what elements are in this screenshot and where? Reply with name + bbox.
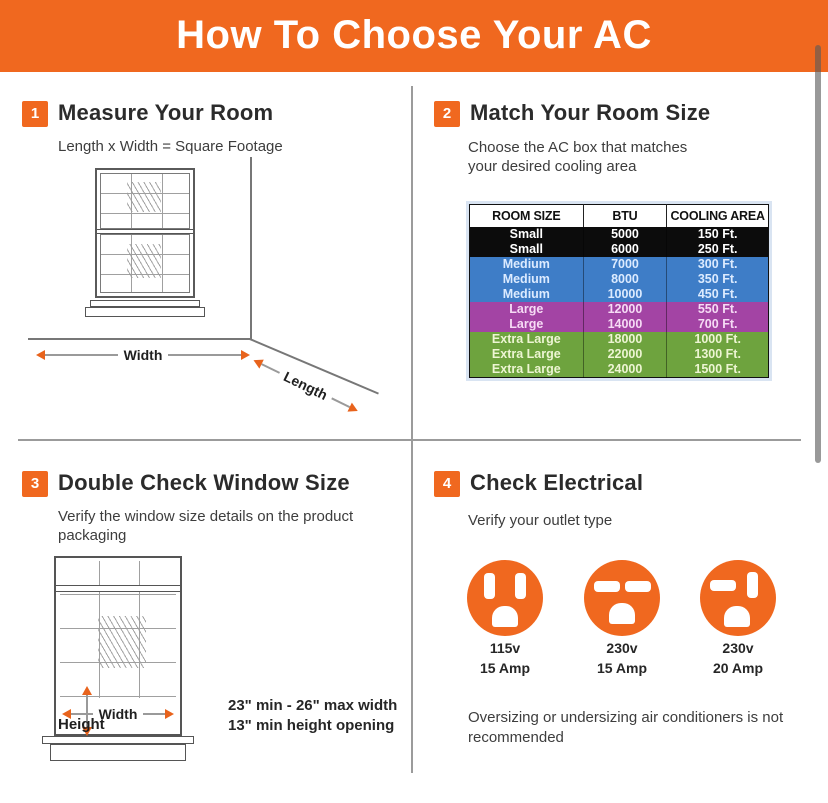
step-2-subtitle: Choose the AC box that matches your desired cooling area xyxy=(468,139,688,175)
table-row: Medium 7000 300 Ft. xyxy=(470,257,769,272)
outlet-3-label: 230v 20 Amp xyxy=(712,640,764,676)
table-row: Extra Large 22000 1300 Ft. xyxy=(470,347,769,362)
step-2-title: Match Your Room Size xyxy=(470,100,711,125)
window-sill xyxy=(90,300,200,307)
step-3-subtitle: Verify the window size details on the product packaging xyxy=(58,508,354,544)
table-row: Small 5000 150 Ft. xyxy=(470,227,769,242)
outlet-230v-20amp-icon xyxy=(700,560,776,636)
step-1-subtitle: Length x Width = Square Footage xyxy=(58,138,283,155)
glass-reflection xyxy=(127,244,161,278)
glass-reflection xyxy=(127,182,161,212)
window-size-note-line1: 23" min - 26" max width xyxy=(228,697,398,714)
table-row: Small 6000 250 Ft. xyxy=(470,242,769,257)
step-2-badge: 2 xyxy=(434,101,460,127)
step-1-badge: 1 xyxy=(22,101,48,127)
table-row: Large 14000 700 Ft. xyxy=(470,317,769,332)
window-sill-base xyxy=(85,307,205,317)
width-label: Width xyxy=(123,347,163,363)
window-illustration-size-check xyxy=(42,556,202,771)
arrowhead-left-icon xyxy=(251,356,263,369)
outlet-2-label: 230v 15 Amp xyxy=(596,640,648,676)
header-banner xyxy=(0,0,828,72)
table-row: Extra Large 24000 1500 Ft. xyxy=(470,362,769,378)
window-size-note-line2: 13" min height opening xyxy=(228,717,395,734)
wall-corner-line xyxy=(250,157,252,339)
window-sill xyxy=(42,736,194,744)
arrowhead-left-icon xyxy=(36,350,45,360)
window-frame xyxy=(54,556,182,736)
step-4-subtitle: Verify your outlet type xyxy=(468,512,613,529)
table-row: Medium 8000 350 Ft. xyxy=(470,272,769,287)
window-frame xyxy=(95,168,195,298)
arrowhead-right-icon xyxy=(241,350,250,360)
length-label: Length xyxy=(281,368,331,404)
table-row: Large 12000 550 Ft. xyxy=(470,302,769,317)
sizing-recommendation-note: Oversizing or undersizing air conditioners is not recommended xyxy=(468,709,784,746)
window-height-label: Height xyxy=(58,716,105,733)
outlet-230v-15amp-icon xyxy=(584,560,660,636)
vertical-divider xyxy=(411,86,413,773)
step-4-badge: 4 xyxy=(434,471,460,497)
width-dimension-arrow xyxy=(36,347,250,363)
table-header-row xyxy=(470,205,769,227)
step-3-title: Double Check Window Size xyxy=(58,470,350,495)
table-row: Medium 10000 450 Ft. xyxy=(470,287,769,302)
floor-line xyxy=(28,338,251,340)
window-illustration-room xyxy=(95,168,195,318)
horizontal-divider xyxy=(18,439,801,441)
btu-sizing-table xyxy=(466,201,772,381)
window-meeting-rail xyxy=(56,585,180,592)
col-header-room-size: ROOM SIZE xyxy=(470,205,584,227)
arrowhead-up-icon xyxy=(82,686,92,695)
glass-reflection xyxy=(98,616,146,668)
page-title: How To Choose Your AC xyxy=(176,13,652,57)
step-4-title: Check Electrical xyxy=(470,470,644,495)
window-width-label: Width xyxy=(98,706,138,722)
col-header-cooling-area: COOLING AREA xyxy=(667,205,769,227)
scrollbar-thumb[interactable] xyxy=(815,45,821,463)
outlet-1-label: 115v 15 Amp xyxy=(479,640,531,676)
arrowhead-right-icon xyxy=(347,403,359,416)
col-header-btu: BTU xyxy=(583,205,667,227)
window-sill-base xyxy=(50,744,186,761)
window-size-note xyxy=(228,696,397,736)
outlet-115v-15amp-icon xyxy=(467,560,543,636)
step-3-badge: 3 xyxy=(22,471,48,497)
step-1-title: Measure Your Room xyxy=(58,100,274,125)
arrowhead-right-icon xyxy=(165,709,174,719)
table-row: Extra Large 18000 1000 Ft. xyxy=(470,332,769,347)
